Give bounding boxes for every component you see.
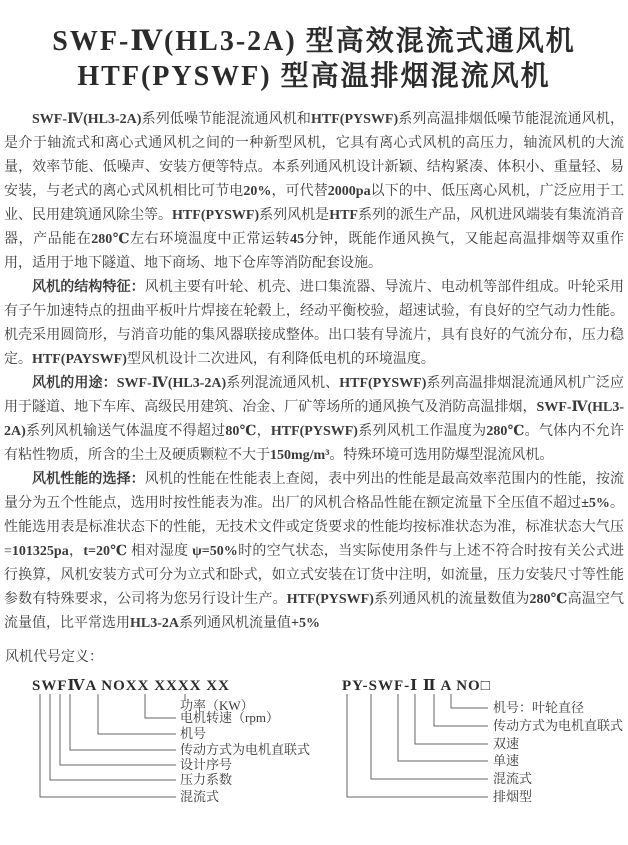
branch-line	[434, 694, 488, 726]
label-drive-mode: 传动方式为电机直联式	[493, 718, 624, 733]
page-title	[0, 0, 628, 94]
pyswf-model-code: PY-SWF-Ⅰ Ⅱ A NO□	[342, 678, 491, 694]
label-mixed-flow: 混流式	[180, 789, 220, 804]
paragraph-performance-selection: 风机性能的选择：风机的性能在性能表上查阅，表中列出的性能是最高效率范围内的性能，按流量分为五个性能点，选用时按性能表为准。出厂的风机合格品性能在额定流量下全压值不超过±5%。性能选用表是标准状态下的性能，无技术文件或定货要求的性能均按标准状态为准，标准状态大气压=101325pa，t=20℃ 相对湿度 ψ=50%时的空气状态，当实际使用条件与上述不符合时按有关公式进行换算，风机安装方式可分为立式和卧式，如立式安装在订货中注明，如流量，压力安装尺寸等性能参数有特殊要求，公司将为您另行设计生产。HTF(PYSWF)系列通风机的流量数值为280℃高温空气流量值，比平常选用HL3-2A系列通风机流量值+5%	[4, 472, 625, 631]
diagram-pyswf-code	[338, 676, 628, 836]
label-motor-speed: 电机转速（rpm）	[180, 710, 279, 725]
label-machine-no: 机号	[180, 726, 207, 741]
paragraph-usage: 风机的用途：SWF-Ⅳ(HL3-2A)系列混流通风机、HTF(PYSWF)系列高温排烟混流通风机广泛应用于隧道、地下车库、高级民用建筑、冶金、厂矿等场所的通风换气及消防高温排烟，SWF-Ⅳ(HL3-2A)系列风机输送气体温度不得超过80℃，HTF(PYSWF)系列风机工作温度为280℃。气体内不允许有粘性物质，所含的尘土及硬质颗粒不大于150mg/m³。特殊环境可选用防爆型混流风机。	[4, 376, 625, 463]
branch-line	[50, 694, 176, 780]
branch-line	[145, 694, 176, 718]
branch-line	[451, 694, 488, 708]
branch-line	[70, 694, 176, 750]
label-power: 功率（KW）	[180, 698, 254, 713]
branch-line	[398, 694, 488, 761]
label-single-speed: 单速	[493, 753, 520, 768]
label-mixed-flow: 混流式	[493, 771, 533, 786]
code-definition-heading: 风机代号定义：	[5, 650, 103, 665]
label-machine-no-impeller-diameter: 机号：叶轮直径	[493, 700, 585, 715]
branch-line	[98, 694, 176, 734]
swf-model-code: SWFⅣA NOXX XXXX XX	[32, 678, 230, 694]
label-double-speed: 双速	[493, 736, 520, 751]
branch-line	[371, 694, 488, 779]
label-pressure-coefficient: 压力系数	[180, 772, 233, 787]
model-code-diagrams	[0, 676, 628, 836]
label-design-serial: 设计序号	[180, 757, 233, 772]
paragraph-structure-features: 风机的结构特征：风机主要有叶轮、机壳、进口集流器、导流片、电动机等部件组成。叶轮采用有子午加速特点的扭曲平板叶片焊接在轮毂上，经动平衡校验，超速试验，有良好的空气动力性能。机壳采用圆筒形，与消音功能的集风器联接成整体。出口装有导流片，具有良好的气流分布，压力稳定。HTF(PAYSWF)型风机设计二次进风，有利降低电机的环境温度。	[4, 280, 624, 367]
diagram-swf-code	[28, 676, 338, 836]
paragraph-intro: SWF-Ⅳ(HL3-2A)系列低噪节能混流通风机和HTF(PYSWF)系列高温排烟低噪节能混流通风机，是介于轴流式和离心式通风机之间的一种新型风机，它具有离心式风机的高压力，轴流风机的大流量，效率节能、低噪声、安装方便等特点。本系列通风机设计新颖、结构紧凑、体积小、重量轻、易安装，与老式的离心式风机相比可节电20%，可代替2000pa以下的中、低压离心风机，广泛应用于工业、民用建筑通风除尘等。HTF(PYSWF)系列风机是HTF系列的派生产品，风机进风端装有集流消音器，产品能在280℃左右环境温度中正常运转45分钟，既能作通风换气，又能起高温排烟等双重作用，适用于地下隧道、地下商场、地下仓库等消防配套设施。	[4, 112, 625, 271]
title-line-1: SWF-Ⅳ(HL3-2A) 型高效混流式通风机	[52, 26, 576, 57]
label-smoke-exhaust-type: 排烟型	[493, 789, 533, 804]
branch-line	[60, 694, 176, 765]
title-line-2: HTF(PYSWF) 型高温排烟混流风机	[77, 61, 551, 92]
body-text	[4, 108, 624, 636]
label-drive-mode: 传动方式为电机直联式	[180, 742, 311, 757]
branch-line	[347, 694, 488, 797]
